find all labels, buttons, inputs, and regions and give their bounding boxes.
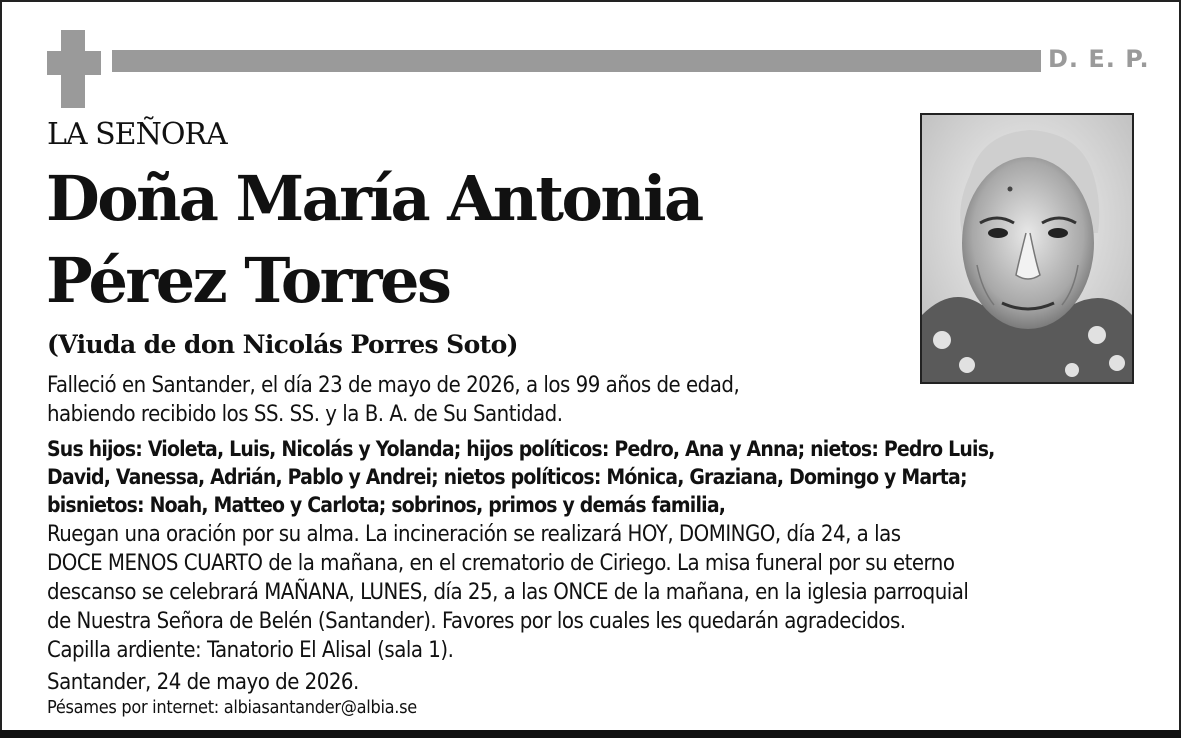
place-and-date bbox=[47, 668, 359, 697]
portrait-photo bbox=[920, 113, 1134, 384]
family-line: bisnietos: Noah, Matteo y Carlota; sobrinos, primos y demás familia, bbox=[47, 493, 726, 517]
prayer-line: descanso se celebrará MAÑANA, LUNES, día 25, a las ONCE de la mañana, en la iglesia parroquial bbox=[47, 580, 969, 605]
place-date-text: Santander, 24 de mayo de 2026. bbox=[47, 670, 359, 695]
death-line: habiendo recibido los SS. SS. y la B. A. de Su Santidad. bbox=[47, 402, 563, 427]
family-paragraph bbox=[47, 435, 995, 519]
honorific: LA SEÑORA bbox=[47, 117, 227, 152]
prayer-line: de Nuestra Señora de Belén (Santander). Favores por los cuales les quedarán agradecidos. bbox=[47, 609, 906, 634]
condolences-line: Pésames por internet: albiasantander@albia.se bbox=[47, 697, 417, 718]
dep-label: D. E. P. bbox=[1048, 45, 1150, 73]
family-line: David, Vanessa, Adrián, Pablo y Andrei; nietos políticos: Mónica, Graziana, Domingo y Marta; bbox=[47, 465, 967, 489]
header-rule bbox=[112, 50, 1041, 72]
widow-of: (Viuda de don Nicolás Porres Soto) bbox=[47, 330, 518, 359]
prayer-line: DOCE MENOS CUARTO de la mañana, en el crematorio de Ciriego. La misa funeral por su eterno bbox=[47, 551, 955, 576]
cross-icon bbox=[47, 30, 101, 108]
prayer-line: Ruegan una oración por su alma. La incineración se realizará HOY, DOMINGO, día 24, a las bbox=[47, 522, 901, 547]
deceased-name-line-2: Pérez Torres bbox=[46, 244, 450, 317]
deceased-name-line-1: Doña María Antonia bbox=[46, 162, 702, 235]
prayer-line: Capilla ardiente: Tanatorio El Alisal (sala 1). bbox=[47, 638, 454, 663]
family-line: Sus hijos: Violeta, Luis, Nicolás y Yolanda; hijos políticos: Pedro, Ana y Anna; nietos: Pedro Luis, bbox=[47, 437, 995, 461]
death-line: Falleció en Santander, el día 23 de mayo de 2026, a los 99 años de edad, bbox=[47, 373, 740, 398]
bottom-rule bbox=[0, 730, 1181, 738]
prayer-paragraph bbox=[47, 520, 968, 665]
death-paragraph bbox=[47, 371, 739, 429]
